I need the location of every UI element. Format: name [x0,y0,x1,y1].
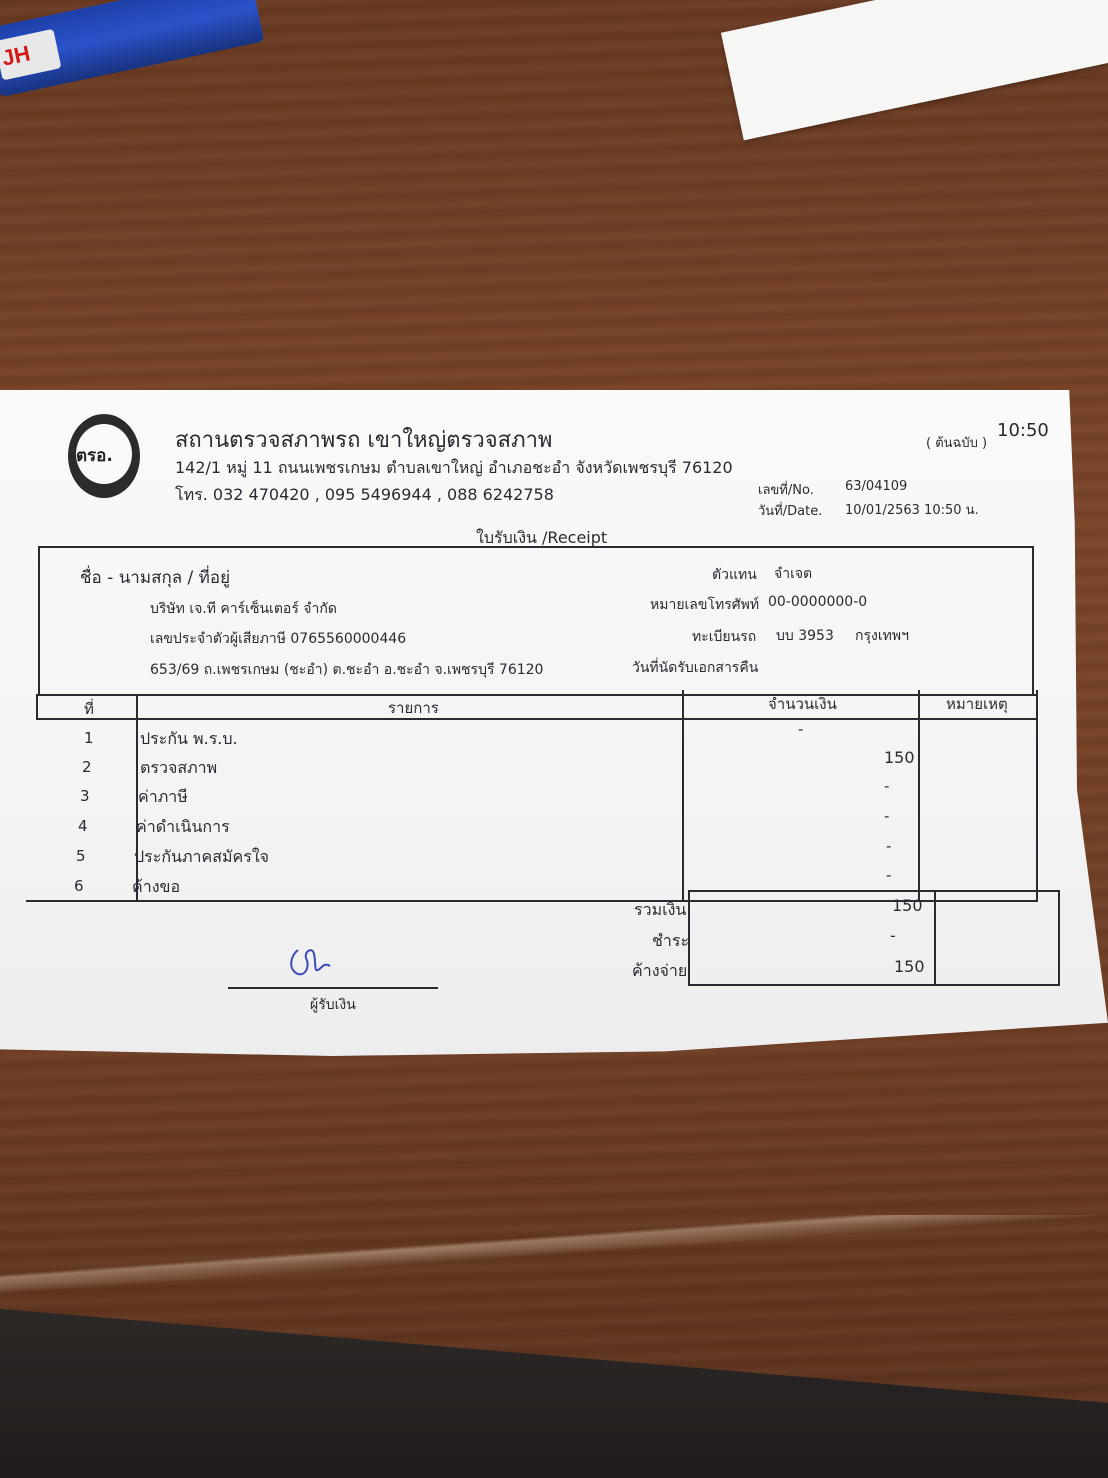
handwritten-time: 10:50 [997,420,1049,441]
row-no: 6 [74,877,84,895]
table-surface [0,1215,1108,1335]
header-no: ที่ [84,700,94,718]
totals-divider [934,890,936,986]
row-amount: 150 [884,748,915,767]
copy-label: ( ต้นฉบับ ) [926,436,988,451]
outstanding-value: 150 [894,957,925,976]
row-amount: - [884,777,890,795]
total-label: รวมเงิน [634,900,687,919]
row-amount: - [798,720,804,738]
table-bottom-line [26,900,686,902]
customer-section-label: ชื่อ - นามสกุล / ที่อยู่ [80,568,231,588]
return-date-label: วันที่นัดรับเอกสารคืน [632,660,759,676]
company-phone: โทร. 032 470420 , 095 5496944 , 088 6242758 [175,485,554,504]
paper-sheet-corner [721,0,1108,140]
signature-label: ผู้รับเงิน [310,997,356,1013]
receipt-date-value: 10/01/2563 10:50 น. [845,503,979,518]
total-value: 150 [892,896,923,915]
row-no: 3 [80,787,90,805]
phone-label: หมายเลขโทรศัพท์ [650,597,760,613]
table-header-line-top [36,694,1036,696]
customer-address: 653/69 ถ.เพชรเกษม (ชะอำ) ต.ชะอำ อ.ชะอำ จ.เพชรบุรี 76120 [150,662,544,678]
header-amount: จำนวนเงิน [768,695,837,713]
phone-value: 00-0000000-0 [768,594,868,610]
plate-label: ทะเบียนรถ [692,629,757,645]
row-no: 1 [84,729,94,747]
row-amount: - [886,866,892,884]
row-no: 2 [82,758,92,776]
row-no: 4 [78,817,88,835]
table-col-item-divider [682,690,684,902]
agent-value: จำเจต [774,566,813,582]
customer-name: บริษัท เจ.ที คาร์เซ็นเตอร์ จำกัด [150,601,337,617]
row-no: 5 [76,847,86,865]
receipt-title: ใบรับเงิน /Receipt [476,528,608,547]
row-item: ค่าภาษี [138,787,188,806]
paid-value: - [890,926,896,945]
plate-value: บบ 3953 [776,628,834,644]
totals-box [688,890,1060,986]
logo-text: ตรอ. [76,446,113,466]
table-col-amount-divider [918,690,920,902]
brand-logo-text: JH [0,40,33,71]
row-item: ประกัน พ.ร.บ. [140,729,238,748]
header-item: รายการ [388,699,439,717]
row-item: ตรวจสภาพ [140,758,218,777]
company-address: 142/1 หมู่ 11 ถนนเพชรเกษม ตำบลเขาใหญ่ อำเภอชะอำ จังหวัดเพชรบุรี 76120 [175,458,733,477]
receipt-no-value: 63/04109 [845,479,908,494]
row-item: ค้างขอ [132,877,181,896]
row-amount: - [886,837,892,855]
signature-line [228,987,438,989]
table-left-edge [36,694,38,718]
row-amount: - [884,807,890,825]
paid-label: ชำระ [652,931,690,950]
customer-tax-id: เลขประจำตัวผู้เสียภาษี 0765560000446 [150,631,407,647]
receipt-date-label: วันที่/Date. [758,504,823,519]
receipt-no-label: เลขที่/No. [758,483,814,498]
table-header-line-bottom [36,718,1038,720]
row-item: ประกันภาคสมัครใจ [134,847,269,866]
agent-label: ตัวแทน [712,567,757,583]
header-remark: หมายเหตุ [946,695,1008,713]
handwritten-signature [284,940,344,984]
row-item: ค่าดำเนินการ [136,817,230,836]
province-value: กรุงเทพฯ [855,628,909,644]
outstanding-label: ค้างจ่าย [632,961,688,980]
blue-product-box [0,0,264,97]
company-logo [68,414,140,498]
company-name: สถานตรวจสภาพรถ เขาใหญ่ตรวจสภาพ [175,428,553,453]
